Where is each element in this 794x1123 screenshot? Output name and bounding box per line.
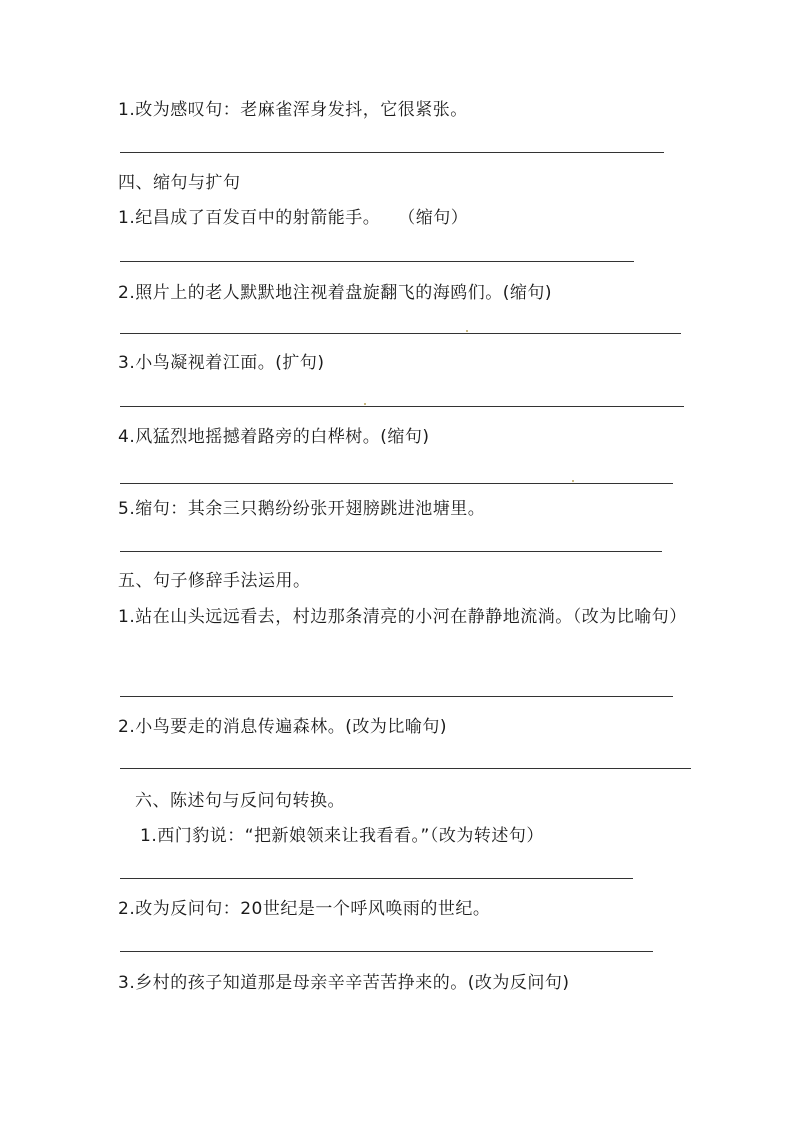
answer-line[interactable] — [120, 406, 684, 407]
section-heading-4: 四、缩句与扩句 — [118, 173, 241, 193]
answer-line[interactable] — [120, 696, 673, 697]
question-4-2: 2.照片上的老人默默地注视着盘旋翻飞的海鸥们。(缩句) — [118, 283, 552, 303]
question-exclamation: 1.改为感叹句：老麻雀浑身发抖，它很紧张。 — [118, 100, 468, 120]
answer-line[interactable] — [120, 261, 634, 262]
question-5-1: 1.站在山头远远看去，村边那条清亮的小河在静静地流淌。（改为比喻句） — [118, 607, 687, 627]
question-6-2: 2.改为反问句：20世纪是一个呼风唤雨的世纪。 — [118, 899, 491, 919]
section-heading-5: 五、句子修辞手法运用。 — [118, 571, 311, 591]
answer-line[interactable] — [120, 551, 662, 552]
question-4-3: 3.小鸟凝视着江面。(扩句) — [118, 353, 325, 373]
scan-speck — [364, 403, 366, 405]
answer-line[interactable] — [120, 483, 673, 484]
question-4-5: 5.缩句：其余三只鹅纷纷张开翅膀跳进池塘里。 — [118, 499, 486, 519]
question-5-2: 2.小鸟要走的消息传遍森林。(改为比喻句) — [118, 717, 447, 737]
question-4-1: 1.纪昌成了百发百中的射箭能手。 （缩句） — [118, 208, 469, 228]
answer-line[interactable] — [120, 768, 691, 769]
answer-line[interactable] — [120, 152, 664, 153]
answer-line[interactable] — [120, 951, 653, 952]
answer-line[interactable] — [120, 878, 633, 879]
answer-line[interactable] — [120, 333, 681, 334]
scan-speck — [466, 330, 468, 332]
section-heading-6: 六、陈述句与反问句转换。 — [135, 791, 345, 811]
question-6-1: 1.西门豹说：“把新娘领来让我看看。”（改为转述句） — [140, 826, 544, 846]
question-6-3: 3.乡村的孩子知道那是母亲辛辛苦苦挣来的。(改为反问句) — [118, 973, 570, 993]
question-4-4: 4.风猛烈地摇撼着路旁的白桦树。(缩句) — [118, 427, 430, 447]
scan-speck — [572, 480, 574, 482]
